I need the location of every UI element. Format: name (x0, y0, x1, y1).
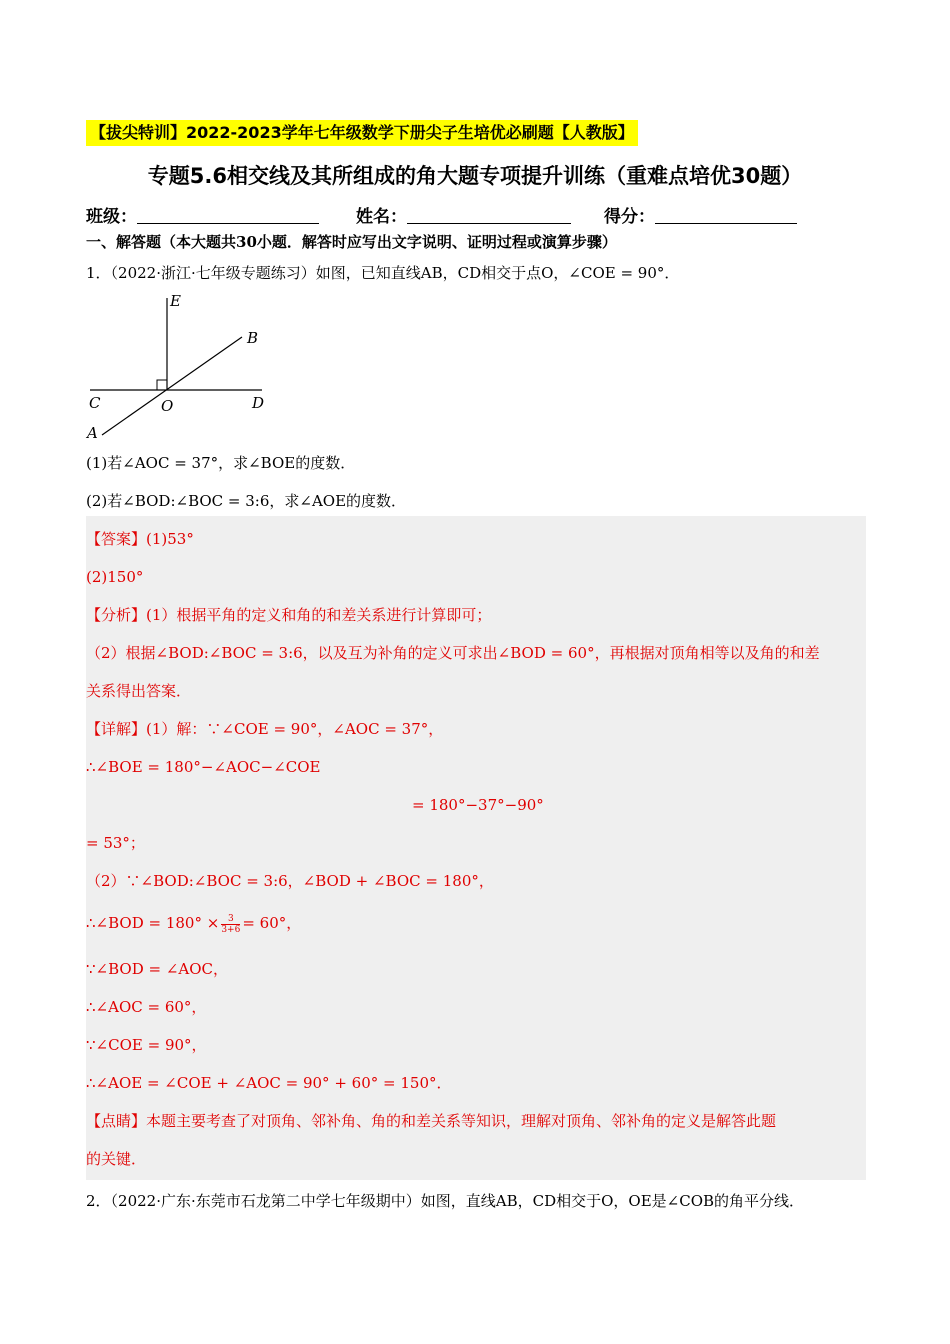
detail-line-10: ∴∠AOE = ∠COE + ∠AOC = 90° + 60° = 150°． (86, 1074, 452, 1092)
analysis-line-2: （2）根据∠BOD:∠BOC = 3:6，以及互为补角的定义可求出∠BOD = 60°，再根据对顶角相等以及角的和差 (86, 644, 820, 662)
question-2-stem: 2．（2022·广东·东莞市石龙第二中学七年级期中）如图，直线AB，CD相交于O，OE是∠COB的角平分线． (86, 1192, 805, 1210)
answer-line-1: 【答案】(1)53° (86, 530, 194, 548)
detail-line-8: ∴∠AOC = 60°， (86, 998, 207, 1016)
score-blank (655, 205, 797, 224)
name-blank (407, 205, 571, 224)
comment-line-1: 【点睛】本题主要考查了对顶角、邻补角、角的和差关系等知识，理解对顶角、邻补角的定义是解答此题 (86, 1112, 777, 1130)
line-ab (102, 337, 242, 435)
series-banner: 【拔尖特训】2022-2023学年七年级数学下册尖子生培优必刷题【人教版】 (86, 120, 638, 146)
label-a: A (87, 424, 98, 442)
detail-line-2: ∴∠BOE = 180°−∠AOC−∠COE (86, 758, 321, 776)
name-field (356, 205, 571, 229)
detail-line-3: = 180°−37°−90° (412, 796, 544, 814)
fraction-numerator: 3 (221, 914, 240, 925)
question-1-stem: 1．（2022·浙江·七年级专题练习）如图，已知直线AB，CD相交于点O，∠COE = 90°． (86, 264, 680, 282)
detail-line-6 (86, 912, 301, 935)
geometry-figure (80, 290, 280, 450)
score-label: 得分： (604, 207, 655, 227)
detail-line-7: ∵∠BOD = ∠AOC， (86, 960, 229, 978)
detail-line-6-post: = 60°， (242, 914, 302, 932)
label-b: B (247, 329, 259, 347)
label-e: E (170, 292, 181, 310)
comment-line-2: 的关键． (86, 1150, 147, 1168)
page-title: 专题5.6相交线及其所组成的角大题专项提升训练（重难点培优30题） (147, 164, 803, 188)
label-d: D (252, 394, 265, 412)
score-field (604, 205, 797, 229)
analysis-line-1: 【分析】(1）根据平角的定义和角的和差关系进行计算即可； (86, 606, 492, 624)
question-1-part-2: (2)若∠BOD:∠BOC = 3:6，求∠AOE的度数． (86, 492, 407, 510)
analysis-line-3: 关系得出答案． (86, 682, 192, 700)
class-label: 班级： (86, 207, 137, 227)
detail-line-6-pre: ∴∠BOD = 180° × (86, 914, 220, 932)
fraction-denominator: 3+6 (221, 924, 241, 935)
detail-line-4: = 53°； (86, 834, 145, 852)
detail-line-5: （2）∵∠BOD:∠BOC = 3:6，∠BOD + ∠BOC = 180°， (86, 872, 494, 890)
student-info-row (86, 205, 866, 231)
class-blank (137, 205, 319, 224)
name-label: 姓名： (356, 207, 407, 227)
detail-line-9: ∵∠COE = 90°， (86, 1036, 207, 1054)
question-1-part-1: (1)若∠AOC = 37°，求∠BOE的度数． (86, 454, 356, 472)
detail-line-1: 【详解】(1）解：∵∠COE = 90°，∠AOC = 37°， (86, 720, 444, 738)
label-o: O (161, 397, 174, 415)
class-field (86, 205, 319, 229)
label-c: C (89, 394, 101, 412)
right-angle-mark (157, 380, 167, 390)
fraction (221, 914, 240, 935)
section-heading: 一、解答题（本大题共30小题．解答时应写出文字说明、证明过程或演算步骤） (86, 233, 617, 251)
answer-line-2: (2)150° (86, 568, 144, 586)
